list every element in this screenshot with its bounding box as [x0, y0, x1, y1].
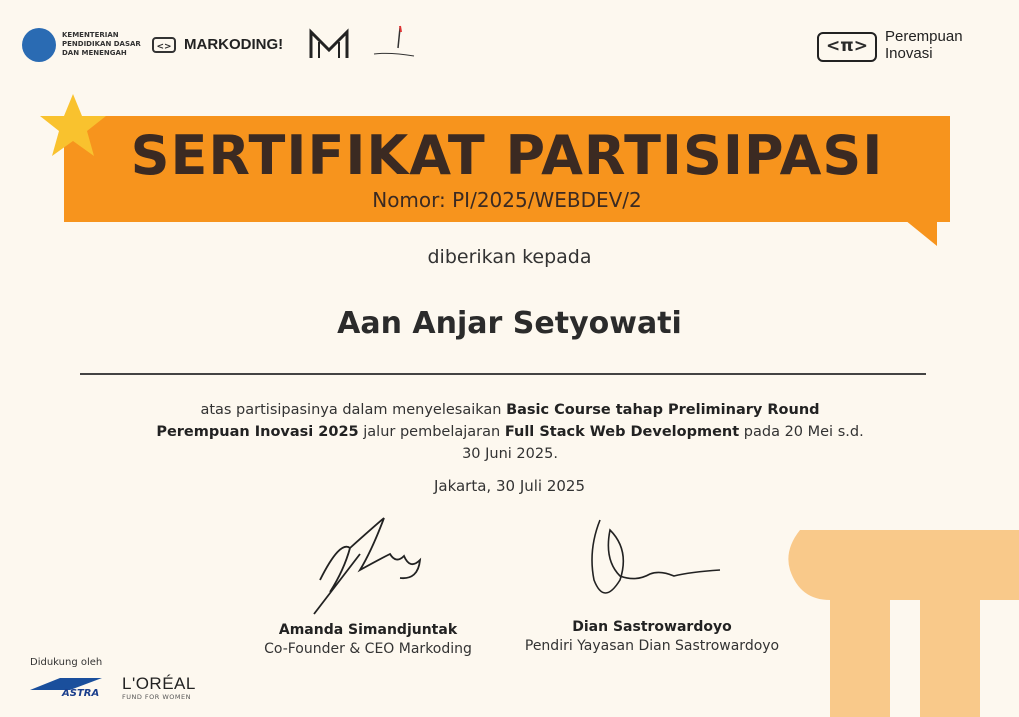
pi-decoration-icon: [780, 530, 1019, 717]
signer-1-role: Co-Founder & CEO Markoding: [264, 641, 472, 657]
desc-track: Full Stack Web Development: [504, 424, 740, 440]
signature-dian: [580, 510, 730, 610]
desc-course: Basic Course tahap Preliminary Round: [506, 402, 820, 418]
certificate-number: Nomor: PI/2025/WEBDEV/2: [372, 188, 642, 212]
signer-2-name: Dian Sastrowardoyo: [572, 619, 732, 635]
perempuan-inovasi-logo-text: Perempuan Inovasi: [885, 28, 963, 62]
certificate-title: SERTIFIKAT PARTISIPASI: [130, 124, 884, 187]
desc-text-1: atas partisipasinya dalam menyelesaikan: [200, 402, 507, 418]
desc-program: Perempuan Inovasi 2025: [156, 424, 359, 440]
foundation-logo-icon: [370, 24, 418, 64]
desc-end-date: 30 Juni 2025.: [462, 446, 558, 462]
signature-amanda: [300, 510, 450, 618]
m-monogram-logo-icon: [307, 28, 351, 62]
desc-text-3: pada 20 Mei s.d.: [739, 424, 864, 440]
loreal-logo-subtext: FUND FOR WOMEN: [122, 693, 191, 701]
loreal-logo-text: L'ORÉAL: [122, 674, 196, 693]
kemendikdasmen-logo-icon: [22, 28, 56, 62]
supported-by-label: Didukung oleh: [30, 657, 103, 668]
signer-2-role: Pendiri Yayasan Dian Sastrowardoyo: [524, 638, 780, 654]
kemendikdasmen-logo-text: KEMENTERIAN PENDIDIKAN DASAR DAN MENENGAH: [62, 31, 141, 57]
certificate-description: [140, 399, 880, 465]
signer-1-name: Amanda Simandjuntak: [278, 622, 458, 638]
astra-logo-text: ASTRA: [62, 688, 100, 699]
markoding-logo-text: MARKODING!: [184, 36, 284, 53]
recipient-name: Aan Anjar Setyowati: [337, 306, 682, 341]
desc-text-2: jalur pembelajaran: [358, 424, 505, 440]
place-date: Jakarta, 30 Juli 2025: [433, 477, 586, 495]
markoding-logo-icon: <>: [152, 37, 176, 53]
given-to-label: diberikan kepada: [427, 246, 592, 268]
perempuan-inovasi-logo-icon: <π>: [817, 32, 877, 62]
banner-tail: [905, 220, 937, 246]
name-underline: [80, 373, 926, 375]
